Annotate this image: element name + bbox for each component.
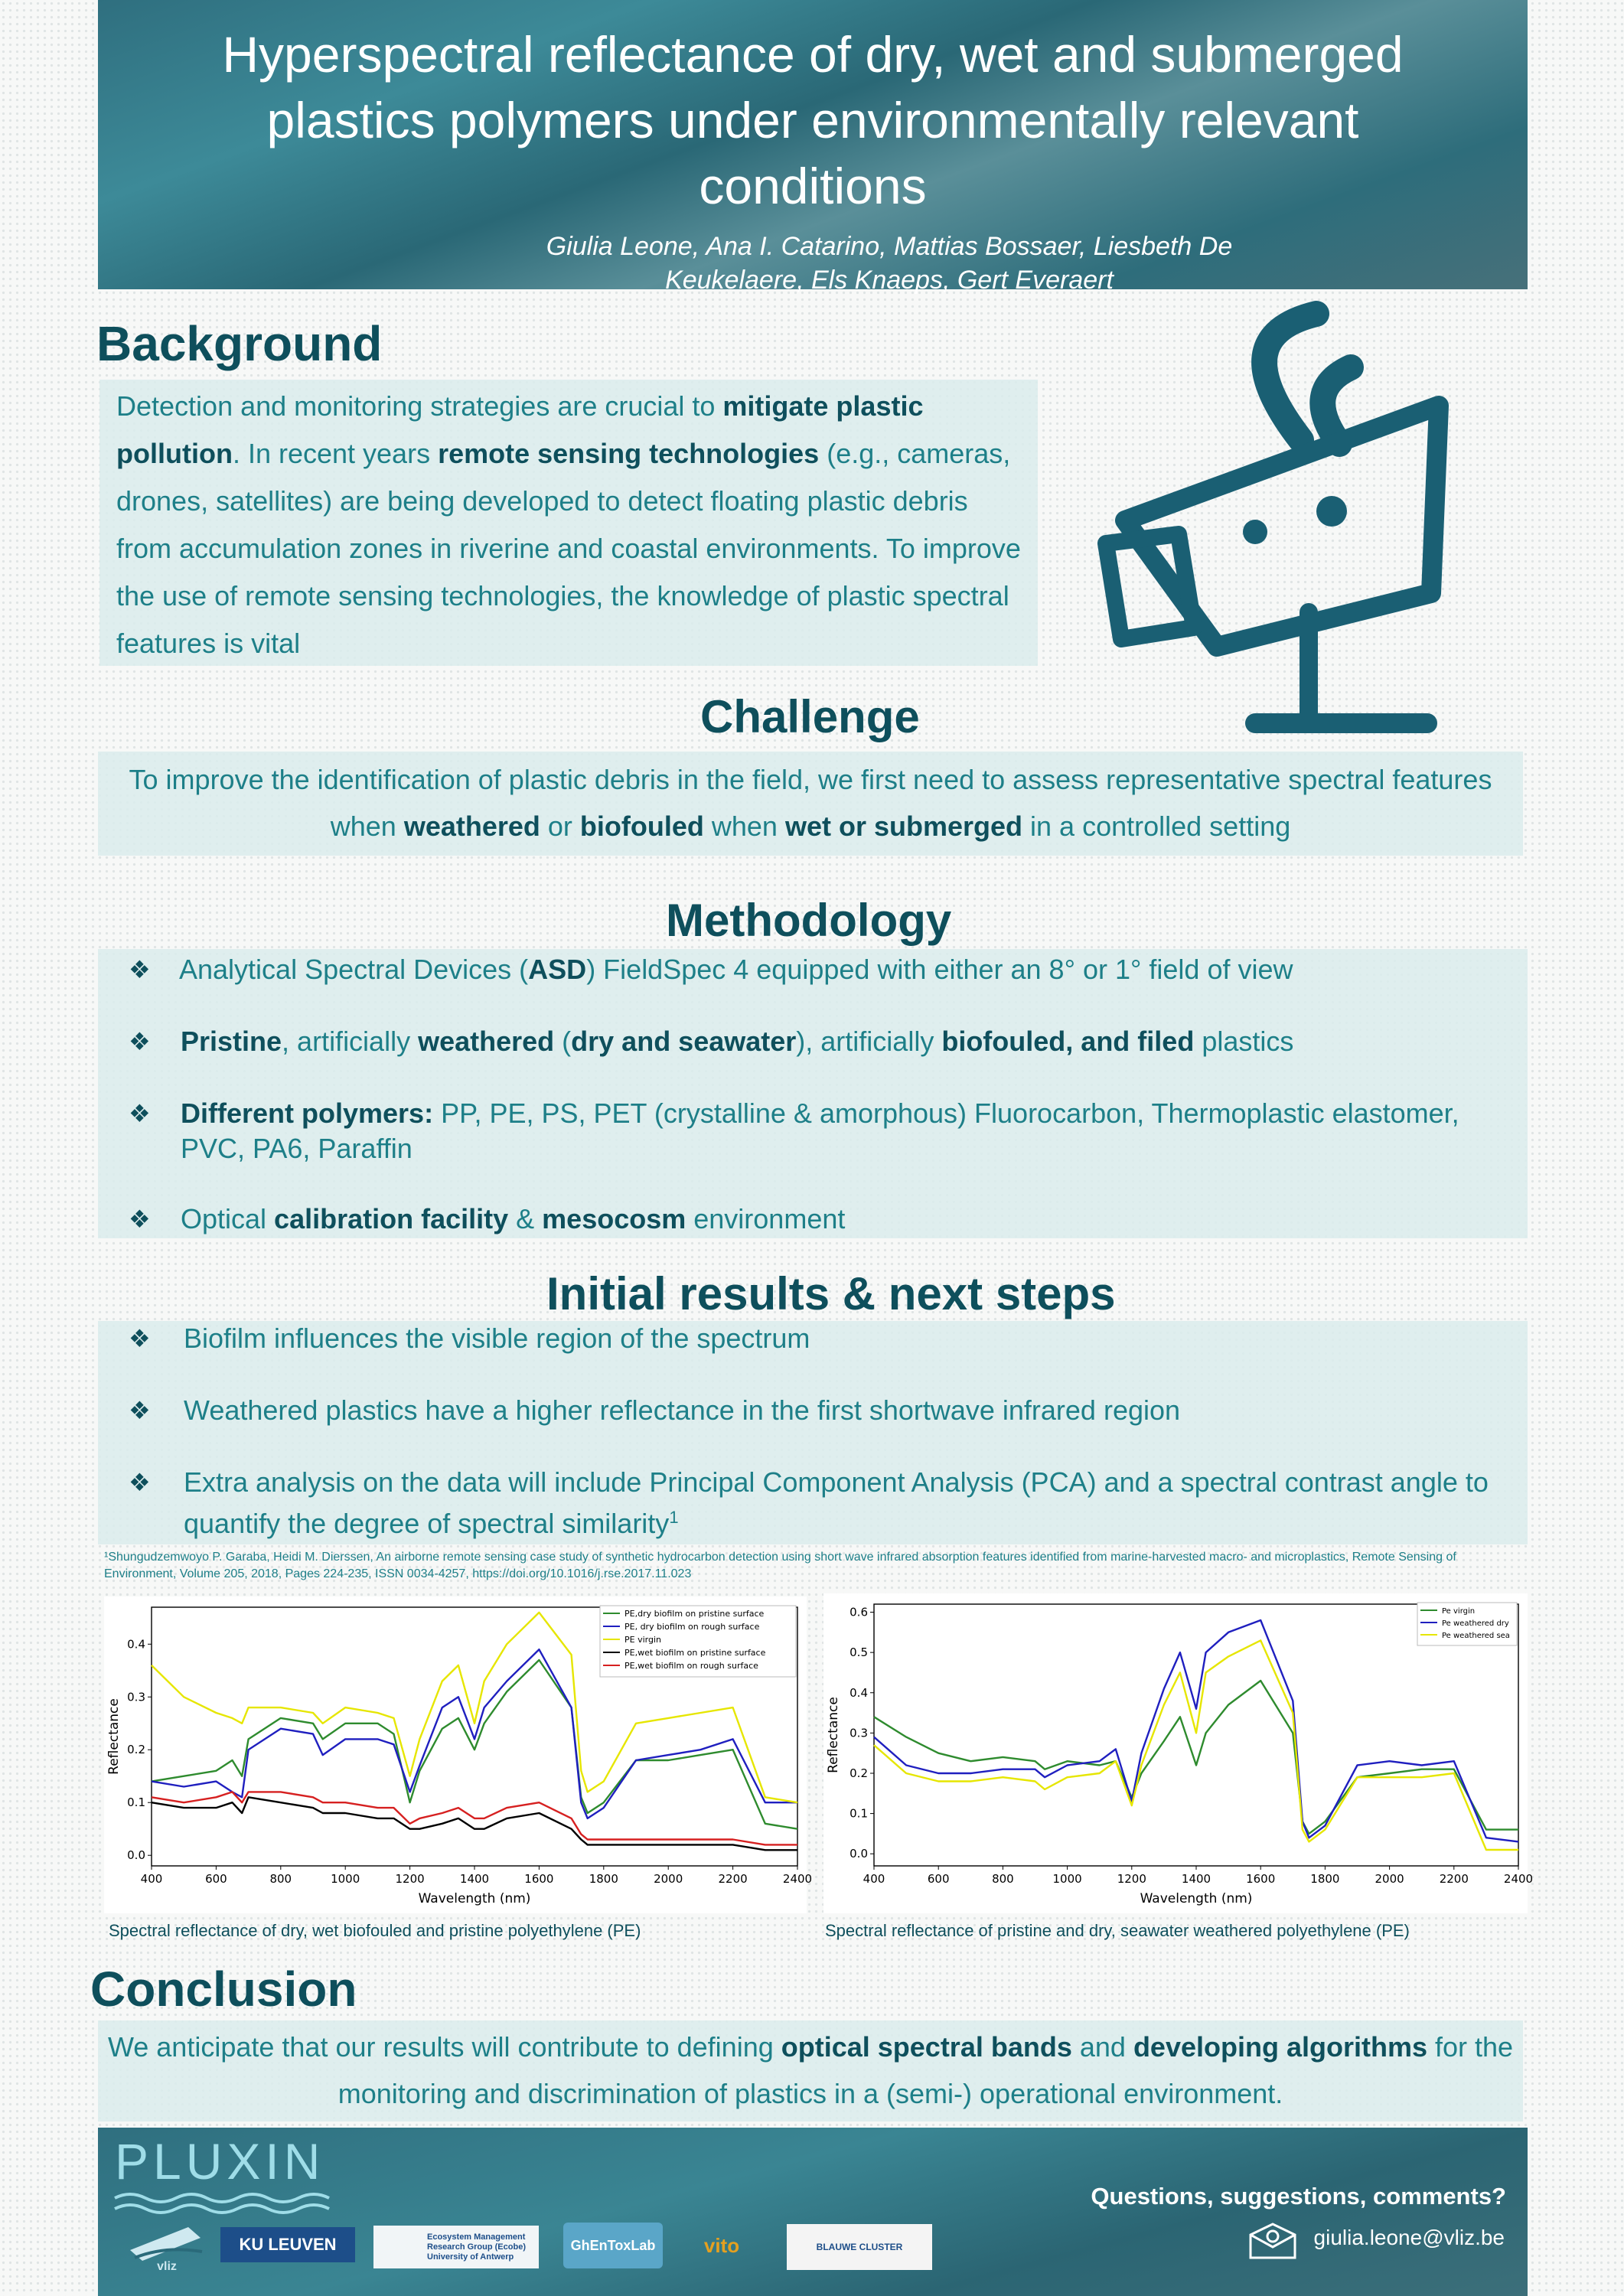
x-tick-label: 2400 bbox=[1503, 1872, 1534, 1886]
ecobe-logo: Ecosystem Management Research Group (Ecobe) University of Antwerp bbox=[373, 2226, 539, 2268]
challenge-panel: To improve the identification of plastic debris in the field, we first need to assess representative spectral features when weathered or biofouled when wet or submerged in a controlled setting bbox=[98, 752, 1523, 856]
y-tick-label: 0.2 bbox=[850, 1766, 868, 1780]
methodology-item-treatments: ❖ Pristine, artificially weathered (dry and seawater), artificially biofouled, and filed plastics bbox=[129, 1026, 1294, 1057]
results-list bbox=[98, 1321, 1528, 1541]
x-tick-label: 2200 bbox=[1439, 1872, 1469, 1886]
x-tick-label: 1800 bbox=[589, 1872, 618, 1886]
conclusion-panel: We anticipate that our results will contribute to defining optical spectral bands and developing algorithms for the monitoring and discrimination of plastics in a (semi-) operational environment. bbox=[98, 2020, 1523, 2122]
methodology-item-facility: ❖ Optical calibration facility & mesocosm environment bbox=[129, 1203, 846, 1234]
conclusion-heading: Conclusion bbox=[90, 1962, 357, 2017]
legend-label: Pe weathered sea bbox=[1442, 1632, 1510, 1640]
y-tick-label: 0.1 bbox=[850, 1806, 868, 1821]
mail-icon bbox=[1247, 2221, 1298, 2261]
y-tick-label: 0.1 bbox=[127, 1795, 145, 1810]
x-tick-label: 2000 bbox=[654, 1872, 683, 1886]
x-tick-label: 1400 bbox=[459, 1872, 490, 1886]
legend-label: PE virgin bbox=[624, 1635, 661, 1645]
y-tick-label: 0.5 bbox=[850, 1645, 868, 1660]
x-tick-label: 1000 bbox=[331, 1872, 360, 1886]
x-tick-label: 2000 bbox=[1375, 1872, 1404, 1886]
caption-right: Spectral reflectance of pristine and dry, seawater weathered polyethylene (PE) bbox=[825, 1921, 1410, 1940]
y-tick-label: 0.0 bbox=[850, 1847, 868, 1861]
poster-title: Hyperspectral reflectance of dry, wet and submerged plastics polymers under environmentally relevant conditions bbox=[222, 26, 1404, 214]
y-tick-label: 0.2 bbox=[127, 1743, 145, 1757]
methodology-panel bbox=[98, 949, 1528, 1238]
questions-text: Questions, suggestions, comments? bbox=[1091, 2183, 1506, 2210]
x-tick-label: 800 bbox=[269, 1872, 292, 1886]
y-tick-label: 0.4 bbox=[127, 1637, 145, 1652]
y-tick-label: 0.4 bbox=[850, 1685, 868, 1700]
x-tick-label: 2400 bbox=[782, 1872, 813, 1886]
y-tick-label: 0.6 bbox=[850, 1605, 868, 1619]
challenge-heading: Challenge bbox=[700, 691, 920, 742]
x-axis-label: Wavelength (nm) bbox=[1140, 1891, 1253, 1906]
x-tick-label: 1400 bbox=[1181, 1872, 1211, 1886]
x-tick-label: 800 bbox=[992, 1872, 1014, 1886]
pluxin-waves-icon bbox=[115, 2190, 344, 2221]
legend-label: Pe weathered dry bbox=[1442, 1619, 1509, 1628]
x-axis-label: Wavelength (nm) bbox=[418, 1891, 531, 1906]
blauwe-cluster-logo: BLAUWE CLUSTER bbox=[787, 2224, 932, 2270]
title-banner bbox=[98, 0, 1528, 295]
footer-banner bbox=[98, 2128, 1528, 2296]
methodology-item-asd: ❖ Analytical Spectral Devices (ASD) FieldSpec 4 equipped with either an 8° or 1° field of view bbox=[129, 954, 1293, 985]
methodology-heading: Methodology bbox=[666, 895, 952, 946]
legend-label: PE,wet biofilm on pristine surface bbox=[624, 1648, 766, 1658]
x-tick-label: 2200 bbox=[718, 1872, 748, 1886]
background-heading: Background bbox=[96, 316, 383, 371]
y-tick-label: 0.3 bbox=[127, 1690, 145, 1704]
x-tick-label: 1200 bbox=[1117, 1872, 1146, 1886]
y-axis-label: Reflectance bbox=[826, 1697, 841, 1773]
chart-left bbox=[104, 1596, 813, 1913]
surveillance-camera-icon bbox=[1071, 291, 1469, 735]
y-axis-label: Reflectance bbox=[106, 1698, 122, 1775]
methodology-item-polymers: ❖ Different polymers: PP, PE, PS, PET (crystalline & amorphous) Fluorocarbon, Thermoplastic elastomer, PVC, PA6, Paraffin bbox=[129, 1097, 1459, 1164]
vito-logo: vito bbox=[703, 2233, 740, 2257]
x-tick-label: 600 bbox=[927, 1872, 950, 1886]
x-tick-label: 1800 bbox=[1310, 1872, 1340, 1886]
x-tick-label: 1200 bbox=[395, 1872, 425, 1886]
contact-email[interactable]: giulia.leone@vliz.be bbox=[1313, 2226, 1505, 2249]
results-panel bbox=[98, 1321, 1528, 1544]
legend-label: PE,dry biofilm on pristine surface bbox=[624, 1609, 765, 1619]
x-tick-label: 400 bbox=[140, 1872, 163, 1886]
x-tick-label: 1600 bbox=[1246, 1872, 1276, 1886]
caption-left: Spectral reflectance of dry, wet biofouled and pristine polyethylene (PE) bbox=[109, 1921, 641, 1940]
ku-leuven-logo: KU LEUVEN bbox=[220, 2227, 355, 2262]
background-panel: Detection and monitoring strategies are crucial to mitigate plastic pollution. In recent years remote sensing technologies (e.g., cameras, drones, satellites) are being developed to detect floating plastic debris from accumulation zones in riverine and coastal environments. To improve the use of remote sensing technologies, the knowledge of plastic spectral features is vital bbox=[99, 380, 1038, 666]
legend-label: PE,wet biofilm on rough surface bbox=[624, 1661, 758, 1671]
authors bbox=[468, 230, 1310, 297]
results-heading: Initial results & next steps bbox=[546, 1268, 1116, 1319]
x-tick-label: 1600 bbox=[524, 1872, 554, 1886]
footnote: ¹Shungudzemwoyo P. Garaba, Heidi M. Dierssen, An airborne remote sensing case study of synthetic hydrocarbon detection using short wave infrared absorption features identified from marine-harvested macro- and microplastics, Remote Sensing of Environment, Volume 205, 2018, Pages 224-235, ISSN 0034-4257, https://doi.org/10.1016/j.rse.2017.11.023 bbox=[104, 1551, 1456, 1580]
legend-label: PE, dry biofilm on rough surface bbox=[624, 1622, 760, 1632]
svg-text:vliz: vliz bbox=[157, 2260, 177, 2273]
results-item-biofilm: ❖ Biofilm influences the visible region of the spectrum bbox=[129, 1322, 810, 1354]
authors-line-2: Keukelaere, Els Knaeps, Gert Everaert bbox=[665, 266, 1114, 295]
pluxin-logo: PLUXIN bbox=[115, 2133, 325, 2190]
chart-right bbox=[823, 1593, 1534, 1913]
y-tick-label: 0.0 bbox=[127, 1848, 145, 1863]
x-tick-label: 600 bbox=[205, 1872, 227, 1886]
results-item-weathered: ❖ Weathered plastics have a higher reflectance in the first shortwave infrared region bbox=[129, 1394, 1181, 1426]
methodology-list bbox=[98, 952, 1528, 1237]
authors-line-1: Giulia Leone, Ana I. Catarino, Mattias Bossaer, Liesbeth De bbox=[546, 232, 1233, 261]
x-tick-label: 400 bbox=[863, 1872, 885, 1886]
vliz-logo bbox=[127, 2219, 207, 2273]
y-tick-label: 0.3 bbox=[850, 1726, 868, 1740]
x-tick-label: 1000 bbox=[1052, 1872, 1082, 1886]
legend-label: Pe virgin bbox=[1442, 1607, 1476, 1616]
results-item-pca: ❖ Extra analysis on the data will include Principal Component Analysis (PCA) and a spectral contrast angle to quantify the degree of spectral similarity$^1$ bbox=[129, 1466, 1489, 1539]
ghentoxlab-logo: GhEnToxLab bbox=[563, 2223, 663, 2268]
